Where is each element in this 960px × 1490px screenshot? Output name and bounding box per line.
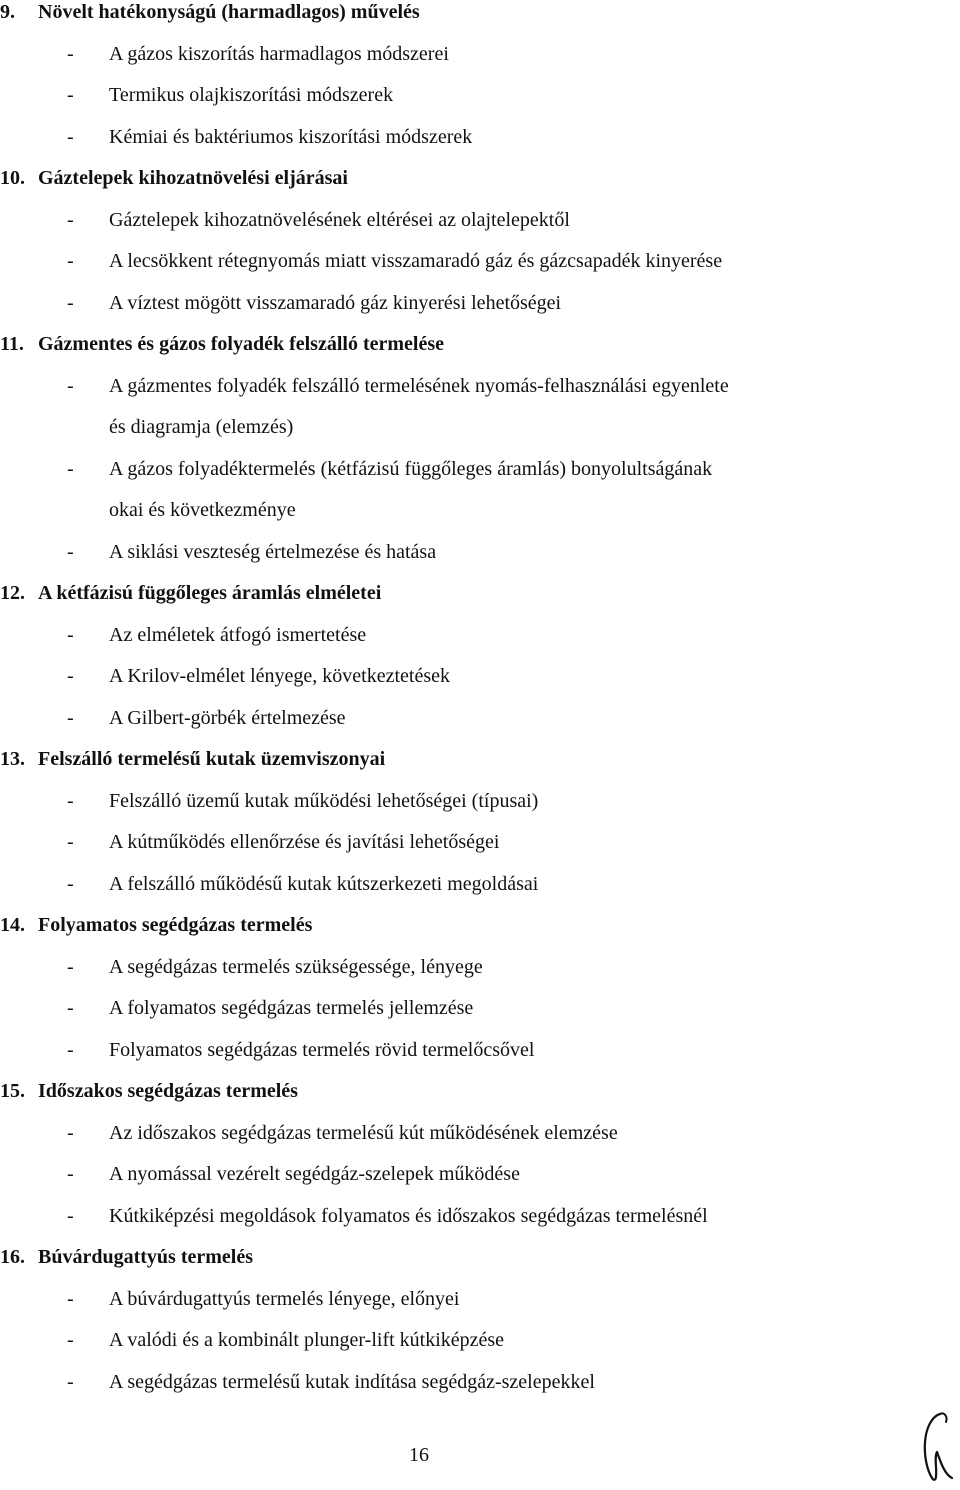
list-item-text: A segédgázas termelés szükségessége, lényege — [109, 955, 483, 978]
list-item — [0, 1121, 960, 1163]
list-item — [0, 706, 960, 748]
section-number: 14. — [0, 914, 25, 936]
section-title: Gázmentes és gázos folyadék felszálló termelése — [38, 333, 444, 355]
list-item — [0, 83, 960, 125]
list-item — [0, 664, 960, 706]
list-item-text: A Krilov-elmélet lényege, következtetések — [109, 665, 450, 687]
section-number: 15. — [0, 1080, 25, 1102]
list-item-text: A kútműködés ellenőrzése és javítási lehetőségei — [109, 831, 500, 853]
list-item-text: A segédgázas termelésű kutak indítása segédgáz-szelepekkel — [109, 1370, 595, 1393]
list-item — [0, 457, 960, 540]
outline-section — [0, 166, 960, 332]
list-item — [0, 830, 960, 872]
bullet-dash: - — [67, 208, 74, 231]
list-item-text: A gázos folyadéktermelés (kétfázisú függőleges áramlás) bonyolultságának — [109, 457, 713, 480]
bullet-dash: - — [67, 84, 74, 106]
bullet-dash: - — [67, 1038, 74, 1061]
list-item-text: Az időszakos segédgázas termelésű kút működésének elemzése — [109, 1121, 618, 1144]
bullet-dash: - — [67, 872, 74, 895]
list-item — [0, 1287, 960, 1329]
bullet-dash: - — [67, 250, 74, 272]
section-heading — [0, 581, 960, 623]
list-item-text: Termikus olajkiszorítási módszerek — [109, 84, 394, 106]
list-item — [0, 1328, 960, 1370]
list-item — [0, 789, 960, 831]
bullet-dash: - — [67, 1370, 74, 1393]
bullet-dash: - — [67, 1329, 74, 1351]
list-item-text: A búvárdugattyús termelés lényege, előnyei — [109, 1287, 460, 1310]
bullet-dash: - — [67, 1163, 74, 1185]
list-item-text: Gáztelepek kihozatnövelésének eltérései az olajtelepektől — [109, 208, 570, 231]
list-item-text: Az elméletek átfogó ismertetése — [109, 623, 367, 646]
section-heading — [0, 1245, 960, 1287]
list-item — [0, 1038, 960, 1080]
list-item-text: A lecsökkent rétegnyomás miatt visszamaradó gáz és gázcsapadék kinyerése — [109, 250, 723, 272]
list-item-text: A nyomással vezérelt segédgáz-szelepek működése — [109, 1163, 520, 1185]
list-item — [0, 1162, 960, 1204]
section-number: 13. — [0, 748, 25, 770]
outline-section — [0, 1079, 960, 1245]
list-item — [0, 996, 960, 1038]
list-item — [0, 291, 960, 333]
bullet-dash: - — [67, 1287, 74, 1310]
list-item — [0, 955, 960, 997]
list-item — [0, 374, 960, 457]
list-item-text: Felszálló üzemű kutak működési lehetőségei (típusai) — [109, 789, 539, 812]
bullet-dash: - — [67, 291, 74, 314]
section-title: Folyamatos segédgázas termelés — [38, 914, 313, 936]
bullet-dash: - — [67, 665, 74, 687]
bullet-dash: - — [67, 457, 74, 480]
list-item — [0, 125, 960, 167]
list-item-text: Kútkiképzési megoldások folyamatos és időszakos segédgázas termelésnél — [109, 1204, 708, 1227]
list-item — [0, 872, 960, 914]
list-item — [0, 1204, 960, 1246]
outline-section — [0, 581, 960, 747]
list-item — [0, 1370, 960, 1412]
bullet-dash: - — [67, 623, 74, 646]
bullet-dash: - — [67, 1204, 74, 1227]
list-item-text: A gázos kiszorítás harmadlagos módszerei — [109, 42, 449, 65]
section-heading — [0, 0, 960, 42]
outline-section — [0, 0, 960, 166]
section-title: Gáztelepek kihozatnövelési eljárásai — [38, 167, 348, 189]
section-number: 12. — [0, 582, 25, 604]
section-title: Búvárdugattyús termelés — [38, 1246, 253, 1268]
list-item-text: A folyamatos segédgázas termelés jellemzése — [109, 997, 474, 1019]
bullet-dash: - — [67, 125, 74, 148]
bullet-dash: - — [67, 831, 74, 853]
list-item — [0, 623, 960, 665]
section-number: 11. — [0, 333, 24, 355]
list-item-text: és diagramja (elemzés) — [109, 416, 294, 438]
list-item-text: A Gilbert-görbék értelmezése — [109, 706, 346, 729]
list-item-text: A siklási veszteség értelmezése és hatása — [109, 540, 437, 563]
bullet-dash: - — [67, 540, 74, 563]
list-item-text: A gázmentes folyadék felszálló termelésének nyomás-felhasználási egyenlete — [109, 374, 729, 397]
list-item-text: A víztest mögött visszamaradó gáz kinyerési lehetőségei — [109, 291, 562, 314]
bullet-dash: - — [67, 997, 74, 1019]
section-title: Felszálló termelésű kutak üzemviszonyai — [38, 748, 386, 770]
section-heading — [0, 747, 960, 789]
list-item — [0, 42, 960, 84]
bullet-dash: - — [67, 374, 74, 397]
section-heading — [0, 1079, 960, 1121]
bullet-dash: - — [67, 955, 74, 978]
list-item-text: okai és következménye — [109, 499, 296, 521]
section-title: A kétfázisú függőleges áramlás elméletei — [38, 582, 382, 604]
bullet-dash: - — [67, 1121, 74, 1144]
outline-section — [0, 747, 960, 913]
section-heading — [0, 166, 960, 208]
signature-mark — [918, 1408, 956, 1484]
bullet-dash: - — [67, 42, 74, 65]
list-item — [0, 208, 960, 250]
list-item-text: Folyamatos segédgázas termelés rövid termelőcsővel — [109, 1038, 535, 1061]
outline-section — [0, 332, 960, 581]
section-title: Időszakos segédgázas termelés — [38, 1080, 298, 1102]
outline-section — [0, 913, 960, 1079]
list-item-text: A felszálló működésű kutak kútszerkezeti megoldásai — [109, 872, 539, 895]
section-number: 10. — [0, 167, 25, 189]
list-item-text: Kémiai és baktériumos kiszorítási módszerek — [109, 125, 473, 148]
outline-section — [0, 1245, 960, 1411]
section-number: 9. — [0, 1, 15, 23]
bullet-dash: - — [67, 706, 74, 729]
bullet-dash: - — [67, 789, 74, 812]
list-item-text: A valódi és a kombinált plunger-lift kútkiképzése — [109, 1329, 505, 1351]
page-number: 16 — [409, 1444, 429, 1466]
section-number: 16. — [0, 1246, 25, 1268]
list-item — [0, 249, 960, 291]
section-heading — [0, 332, 960, 374]
section-title: Növelt hatékonyságú (harmadlagos) művelés — [38, 1, 420, 23]
list-item — [0, 540, 960, 582]
section-heading — [0, 913, 960, 955]
